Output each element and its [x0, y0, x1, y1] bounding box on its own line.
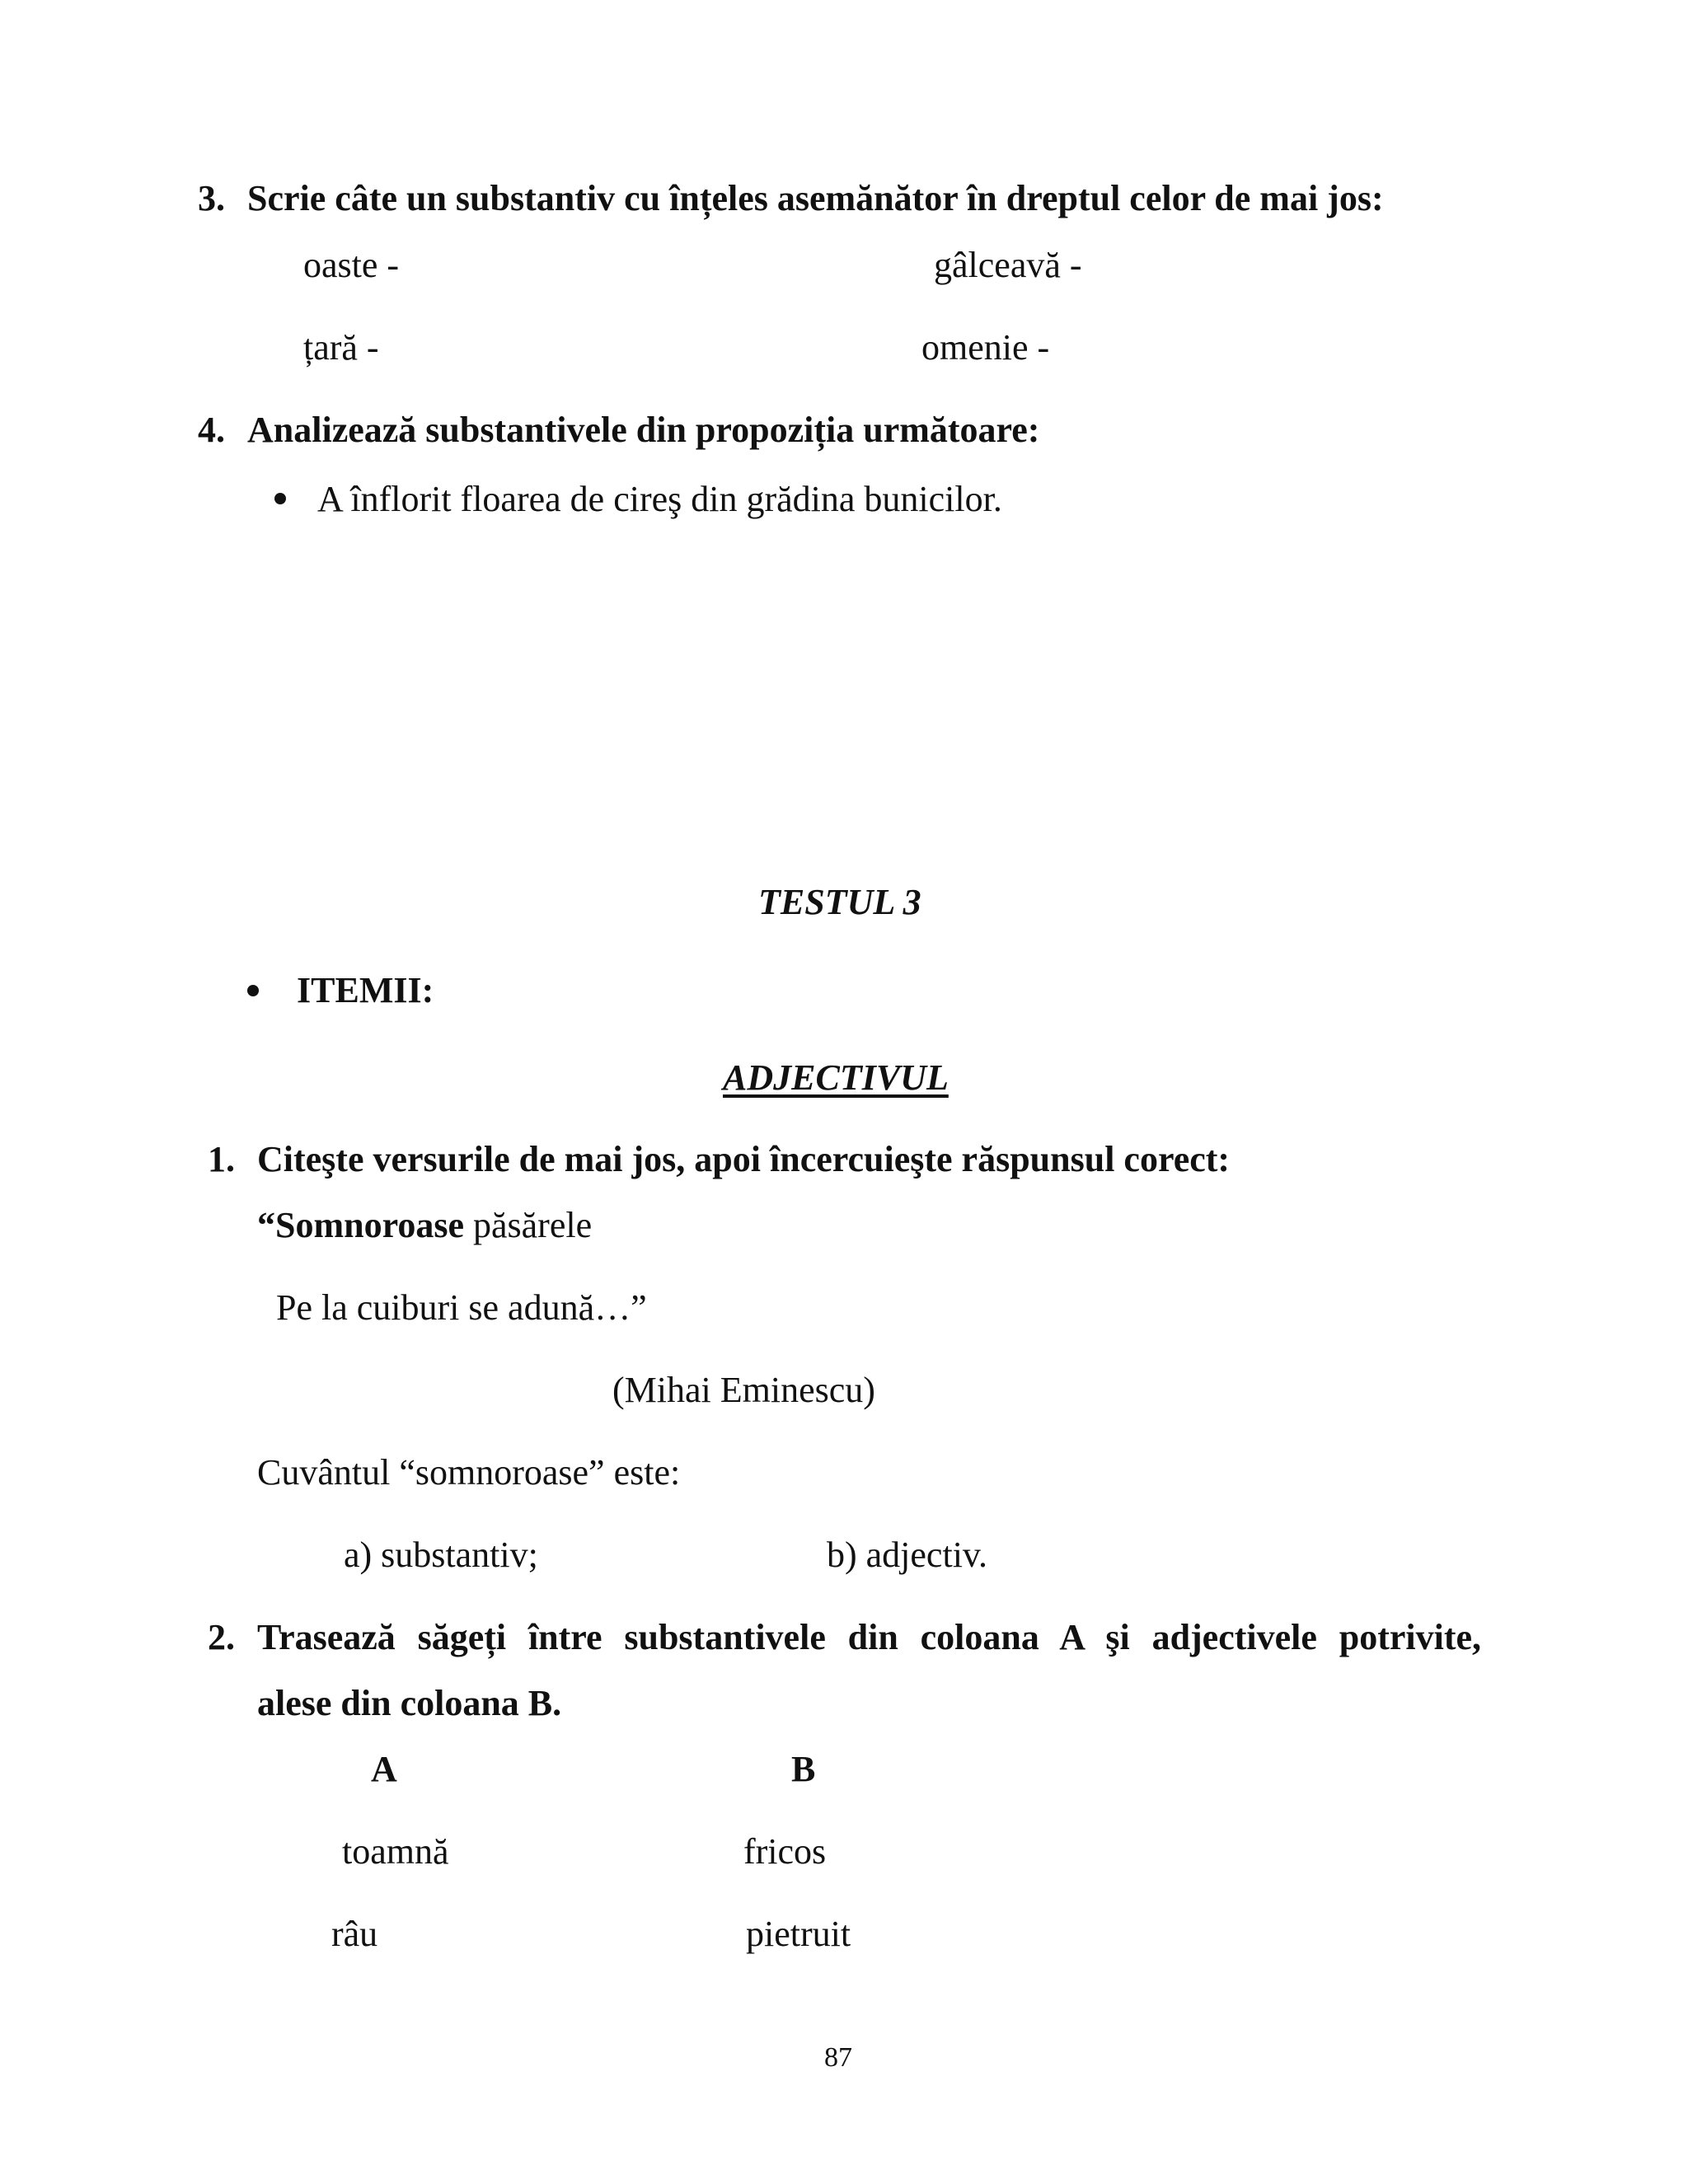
verse-author: (Mihai Eminescu) [612, 1370, 875, 1410]
item1-heading: Citeşte versurile de mai jos, apoi încercuieşte răspunsul corect: [257, 1139, 1231, 1179]
col-b-item: fricos [743, 1831, 827, 1872]
section4-number: 4. [198, 410, 225, 450]
word-galceava: gâlceavă - [934, 245, 1082, 285]
column-a-label: A [371, 1749, 397, 1789]
column-b-label: B [791, 1749, 816, 1789]
section4-heading: Analizează substantivele din propoziția următoare: [247, 410, 1040, 450]
verse-bold-word: “Somnoroase [257, 1205, 464, 1245]
option-b: b) adjectiv. [827, 1535, 988, 1575]
section3-heading: Scrie câte un substantiv cu înțeles asemănător în dreptul celor de mai jos: [247, 178, 1384, 218]
bullet-icon [247, 985, 259, 996]
word-oaste: oaste - [303, 245, 400, 285]
section4-sentence: A înflorit floarea de cireş din grădina bunicilor. [317, 479, 1002, 519]
bullet-icon [274, 493, 286, 504]
option-a: a) substantiv; [344, 1535, 538, 1575]
verse-line-2: Pe la cuiburi se adună…” [276, 1287, 647, 1328]
verse-rest: păsărele [463, 1205, 593, 1245]
item1-number: 1. [208, 1139, 235, 1179]
items-label: ITEMII: [297, 970, 434, 1010]
col-a-item: râu [331, 1914, 378, 1954]
word-omenie: omenie - [921, 327, 1050, 368]
verse-line-1 [257, 1207, 592, 1244]
test-title: TESTUL 3 [758, 882, 921, 922]
section3-number: 3. [198, 178, 225, 218]
col-a-item: toamnă [342, 1831, 449, 1872]
chapter-title: ADJECTIVUL [723, 1057, 949, 1098]
col-b-item: pietruit [746, 1914, 851, 1954]
item2-heading-line1: Trasează săgeți între substantivele din coloana A şi adjectivele potrivite, [257, 1617, 1481, 1657]
page-number: 87 [824, 2042, 852, 2073]
word-tara: țară - [303, 327, 379, 368]
item1-question: Cuvântul “somnoroase” este: [257, 1452, 681, 1493]
item2-heading-line2: alese din coloana B. [257, 1683, 562, 1723]
item2-number: 2. [208, 1617, 235, 1657]
